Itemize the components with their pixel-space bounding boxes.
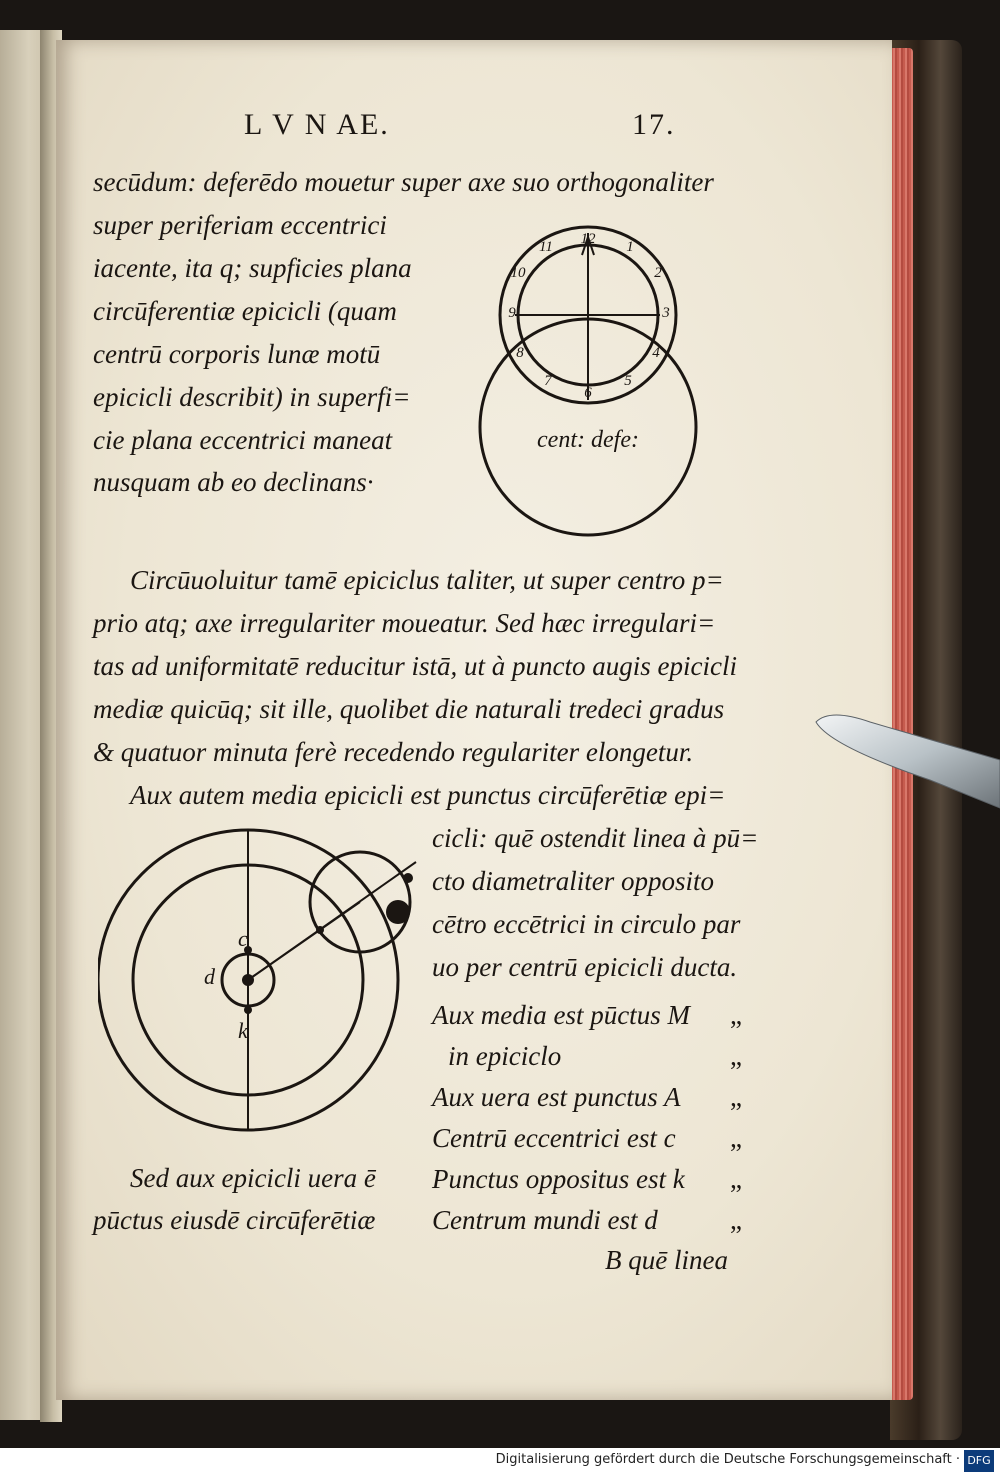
epicycle-figure [460,215,720,545]
legend-row: Punctus oppositus est k [432,1164,685,1194]
legend-row: Aux uera est punctus A [432,1082,681,1112]
text-line: nusquam ab eo declinans· [93,467,374,497]
legend-mark: „ [730,1164,742,1194]
text-line: prio atq; axe irregulariter moueatur. Sed hæc irregulari= [93,608,716,638]
text-line: circūferentiæ epicicli (quam [93,296,397,326]
legend-mark: „ [730,1082,742,1112]
text-line: tas ad uniformitatē reducitur istā, ut à puncto augis epicicli [93,651,737,681]
ring-numeral: 5 [624,373,632,389]
legend-mark: „ [730,1205,742,1235]
ring-numeral: 3 [662,305,670,321]
page-number: 17. [632,108,676,141]
text-line: Sed aux epicicli uera ē [130,1163,376,1193]
footer-credit: Digitalisierung gefördert durch die Deutsche Forschungsgemeinschaft · [495,1452,960,1467]
text-line: pūctus eiusdē circūferētiæ [93,1205,376,1235]
text-line: cie plana eccentrici maneat [93,425,393,455]
legend-row: Aux media est pūctus M [432,1000,690,1030]
ring-numeral: 6 [584,385,592,401]
text-line: centrū corporis lunæ motū [93,339,381,369]
label-d: d [204,964,215,989]
ring-numeral: 12 [580,231,596,247]
text-line: Aux autem media epicicli est punctus circūferētiæ epi= [130,780,726,810]
eccentric-figure [98,820,428,1150]
text-line: super periferiam eccentrici [93,210,387,240]
legend-mark: „ [730,1000,742,1030]
deferent-center-label: cent: defe: [537,427,639,453]
legend-mark: „ [730,1123,742,1153]
pointer-pen [810,700,1000,810]
ring-numeral: 7 [544,373,552,389]
legend-row: Centrum mundi est d [432,1205,658,1235]
label-c: c [238,926,248,951]
text-line: iacente, ita q; supficies plana [93,253,412,283]
legend-row: Centrū eccentrici est c [432,1123,676,1153]
text-line: uo per centrū epicicli ducta. [432,952,738,982]
ring-numeral: 8 [516,345,524,361]
dfg-logo: DFG [964,1450,994,1472]
text-line: epicicli describit) in superfi= [93,382,411,412]
ring-numeral: 4 [652,345,660,361]
text-line: Circūuoluitur tamē epiciclus taliter, ut super centro p= [130,565,724,595]
catchword: B quē linea [605,1245,728,1275]
ring-numeral: 9 [508,305,516,321]
text-line: cicli: quē ostendit linea à pū= [432,823,759,853]
ring-numeral: 10 [510,265,526,281]
legend-row: in epiciclo [448,1041,562,1071]
ring-numeral: 2 [654,265,662,281]
label-k: k [238,1018,248,1043]
text-line: cto diametraliter opposito [432,866,714,896]
text-line: & quatuor minuta ferè recedendo regulariter elongetur. [93,737,694,767]
ring-numeral: 1 [626,239,634,255]
legend-mark: „ [730,1041,742,1071]
text-line: secūdum: deferēdo mouetur super axe suo orthogonaliter [93,167,714,197]
ring-numeral: 11 [539,239,553,255]
running-title: L V N AE. [244,108,390,141]
text-line: mediæ quicūq; sit ille, quolibet die naturali tredeci gradus [93,694,725,724]
text-line: cētro eccētrici in circulo par [432,909,741,939]
